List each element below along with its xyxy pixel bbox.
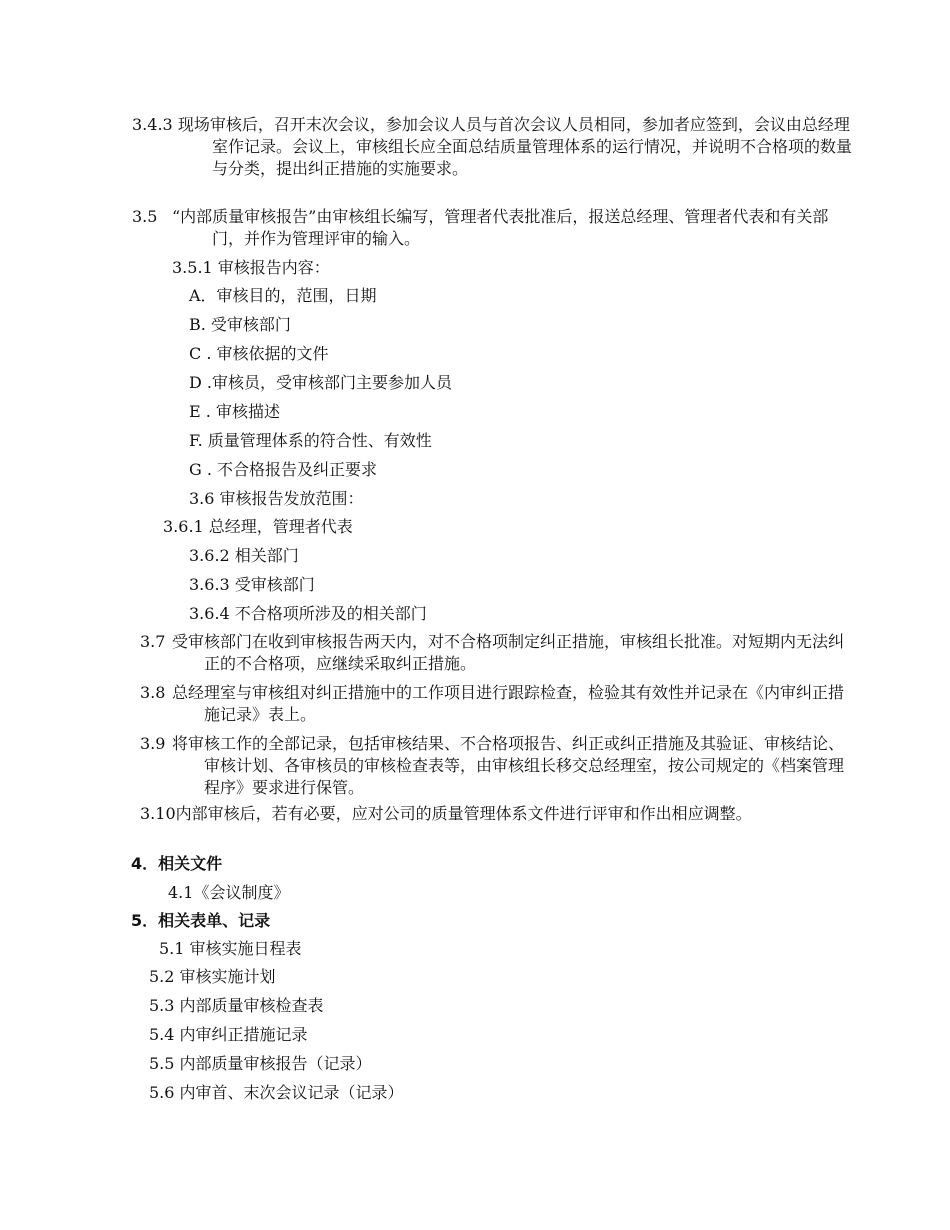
clause-3-6-1: 3.6.1 总经理，管理者代表: [163, 517, 353, 536]
report-item-f: F. 质量管理体系的符合性、有效性: [189, 431, 432, 450]
clause-3-6: 3.6 审核报告发放范围：: [189, 489, 364, 508]
clause-text: 现场审核后，召开末次会议，参加会议人员与首次会议人员相同，参加者应签到，会议由总经理室作记录。会议上，审核组长应全面总结质量管理体系的运行情况，并说明不合格项的数量与分类，提出纠正措施的实施要求。: [177, 115, 853, 178]
section-5-heading: 5．相关表单、记录: [131, 911, 271, 930]
report-item-b: B. 受审核部门: [189, 315, 291, 334]
clause-text: 内部审核后，若有必要，应对公司的质量管理体系文件进行评审和作出相应调整。: [175, 804, 752, 823]
clause-number: 3.4.3: [132, 115, 173, 134]
clause-3-5-1: 3.5.1 审核报告内容：: [172, 258, 330, 277]
clause-text: “内部质量审核报告”由审核组长编写，管理者代表批准后，报送总经理、管理者代表和有关部门，并作为管理评审的输入。: [172, 207, 829, 248]
section-5-item-5: 5.5 内部质量审核报告（记录）: [149, 1054, 372, 1073]
clause-text: 总经理室与审核组对纠正措施中的工作项目进行跟踪检查，检验其有效性并记录在《内审纠正措施记录》表上。: [172, 683, 845, 724]
section-5-item-4: 5.4 内审纠正措施记录: [149, 1025, 308, 1044]
clause-3-6-4: 3.6.4 不合格项所涉及的相关部门: [189, 604, 427, 623]
report-item-c: C . 审核依据的文件: [189, 344, 329, 363]
report-item-e: E . 审核描述: [189, 402, 280, 421]
clause-3-7: 3.7 受审核部门在收到审核报告两天内，对不合格项制定纠正措施，审核组长批准。对短期内无法纠正的不合格项，应继续采取纠正措施。: [140, 632, 845, 673]
section-4-item-1: 4.1《会议制度》: [168, 883, 290, 902]
section-5-item-2: 5.2 审核实施计划: [149, 967, 276, 986]
section-5-item-1: 5.1 审核实施日程表: [159, 939, 302, 958]
clause-3-6-2: 3.6.2 相关部门: [189, 546, 299, 565]
clause-number: 3.10: [140, 804, 176, 823]
section-4-heading: 4．相关文件: [131, 854, 223, 873]
clause-3-6-3: 3.6.3 受审核部门: [189, 575, 315, 594]
clause-text: 将审核工作的全部记录，包括审核结果、不合格项报告、纠正或纠正措施及其验证、审核结论、审核计划、各审核员的审核检查表等，由审核组长移交总经理室，按公司规定的《档案管理程序》要求进行保管。: [172, 734, 845, 797]
clause-text: 受审核部门在收到审核报告两天内，对不合格项制定纠正措施，审核组长批准。对短期内无法纠正的不合格项，应继续采取纠正措施。: [172, 632, 845, 673]
section-5-item-6: 5.6 内审首、末次会议记录（记录）: [149, 1083, 404, 1102]
clause-3-5: 3.5 “内部质量审核报告”由审核组长编写，管理者代表批准后，报送总经理、管理者代表和有关部门，并作为管理评审的输入。: [132, 207, 829, 248]
clause-3-8: 3.8 总经理室与审核组对纠正措施中的工作项目进行跟踪检查，检验其有效性并记录在《内审纠正措施记录》表上。: [140, 683, 845, 724]
clause-3-4-3: [132, 114, 853, 180]
section-5-item-3: 5.3 内部质量审核检查表: [149, 996, 324, 1015]
report-item-g: G . 不合格报告及纠正要求: [189, 460, 378, 479]
report-item-a: A．审核目的，范围，日期: [189, 286, 377, 305]
clause-3-10: [140, 803, 844, 825]
report-item-d: D .审核员，受审核部门主要参加人员: [189, 373, 453, 392]
clause-3-9: 3.9 将审核工作的全部记录，包括审核结果、不合格项报告、纠正或纠正措施及其验证、审核结论、审核计划、各审核员的审核检查表等，由审核组长移交总经理室，按公司规定的《档案管理程序》要求进行保管。: [140, 734, 845, 797]
